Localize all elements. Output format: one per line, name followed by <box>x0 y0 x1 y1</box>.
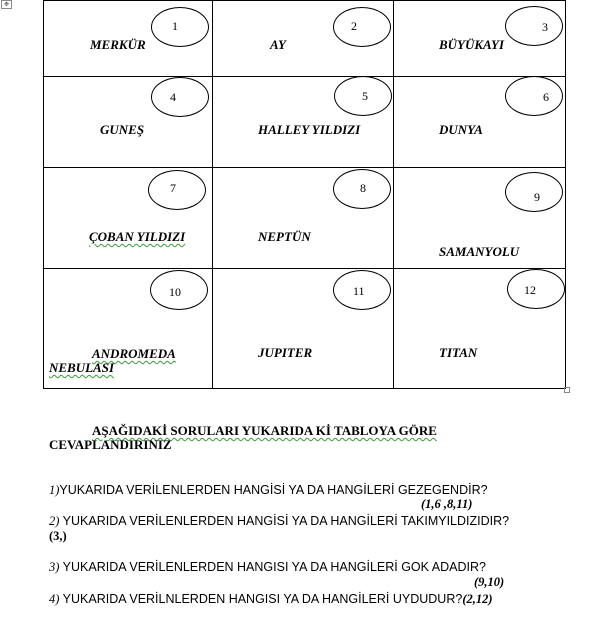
cell-number: 8 <box>360 181 366 195</box>
answer-3: (9,10) <box>474 575 505 589</box>
cell-label: DUNYA <box>439 122 483 137</box>
cell-number: 2 <box>351 19 357 33</box>
number-oval <box>505 172 563 212</box>
number-oval <box>333 169 391 209</box>
number-oval <box>505 6 563 46</box>
question-number: 2) <box>49 514 60 528</box>
table-column-divider <box>212 1 213 388</box>
cell-number: 11 <box>353 284 365 298</box>
cell-label: SAMANYOLU <box>439 244 520 259</box>
number-oval <box>333 7 391 47</box>
cell-label-text: ÇOBAN YILDIZI <box>89 229 186 244</box>
table-column-divider <box>393 1 394 388</box>
question-3 <box>49 560 486 575</box>
cell-label: HALLEY YILDIZI <box>258 122 361 137</box>
answer-1: (1,6 ,8,11) <box>421 497 473 511</box>
cell-label <box>89 229 185 245</box>
instructions-text: AŞAĞIDAKİ SORULARI YUKARIDA Kİ TABLOYA GÖRE <box>92 423 437 438</box>
number-oval <box>151 7 209 47</box>
cell-number: 5 <box>362 89 368 103</box>
number-oval <box>507 269 565 309</box>
question-text: YUKARIDA VERİLENLERDEN HANGİSİ YA DA HANGİLERİ GEZEGENDİR? <box>59 483 488 497</box>
table-row-divider <box>44 167 565 168</box>
cell-number: 3 <box>542 20 548 34</box>
question-text: YUKARIDA VERİLENLERDEN HANGİSİ YA DA HANGİLERİ TAKIMYILDIZIDIR? <box>59 514 510 528</box>
cell-label: TITAN <box>439 345 478 360</box>
cell-label: NEPTÜN <box>258 229 311 244</box>
question-text: YUKARIDA VERİLENLERDEN HANGISI YA DA HANGİLERİ GOK ADADIR? <box>59 560 486 574</box>
question-text: YUKARIDA VERİLNLERDEN HANGISI YA DA HANGİLERİ UYDUDUR? <box>59 592 463 606</box>
cell-number: 4 <box>170 90 176 104</box>
cell-number: 10 <box>169 285 181 299</box>
number-oval <box>151 77 209 117</box>
cell-label: JUPITER <box>258 345 313 360</box>
cell-label: MERKÜR <box>90 37 146 52</box>
question-number: 4) <box>49 592 60 606</box>
cell-label: GUNEŞ <box>100 122 145 137</box>
table-row-divider <box>44 76 565 77</box>
cell-number: 1 <box>172 19 178 33</box>
table-resize-handle[interactable] <box>564 387 570 393</box>
number-oval <box>505 76 563 116</box>
question-number: 1) <box>49 483 60 497</box>
table-row-divider <box>44 268 565 269</box>
number-oval <box>333 270 391 310</box>
number-oval <box>150 270 208 310</box>
answer-4: (2,12) <box>462 592 493 606</box>
table-move-handle[interactable]: ✥ <box>1 0 12 9</box>
cell-label-text: ANDROMEDA <box>92 346 176 361</box>
number-oval <box>148 170 206 210</box>
cell-number: 6 <box>543 90 549 104</box>
question-1 <box>49 483 488 498</box>
number-oval <box>334 76 392 116</box>
cell-number: 7 <box>170 181 176 195</box>
cell-number: 12 <box>524 283 536 297</box>
planet-table <box>43 0 566 389</box>
cell-label <box>49 360 114 376</box>
cell-label: AY <box>270 37 286 52</box>
question-2 <box>49 514 509 529</box>
cell-label-text: NEBULASI <box>49 360 115 375</box>
question-number: 3) <box>49 560 60 574</box>
cell-number: 9 <box>534 190 540 204</box>
instructions-heading-line2: CEVAPLANDIRINIZ <box>49 437 172 452</box>
answer-2: (3,) <box>49 529 67 543</box>
question-4 <box>49 592 493 607</box>
cell-label: BÜYÜKAYI <box>439 37 505 52</box>
